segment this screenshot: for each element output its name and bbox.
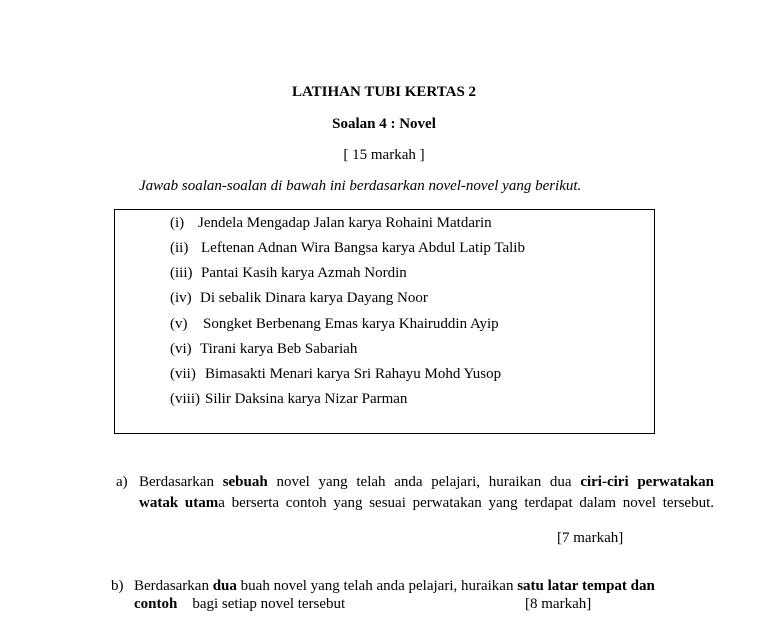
question-b-label: b) xyxy=(111,578,124,594)
novel-number: (i) xyxy=(170,215,185,231)
novel-title: Tirani karya Beb Sabariah xyxy=(200,341,358,357)
novel-title: Jendela Mengadap Jalan karya Rohaini Matdarin xyxy=(198,215,492,231)
novel-title: Silir Daksina karya Nizar Parman xyxy=(205,391,408,407)
novel-item xyxy=(170,215,492,232)
novel-number: (vi) xyxy=(170,341,192,357)
novel-item xyxy=(170,316,499,333)
novel-list-box xyxy=(114,209,655,434)
question-a-marks: [7 markah] xyxy=(557,530,624,546)
question-b-line-2 xyxy=(134,596,345,613)
novel-title: Bimasakti Menari karya Sri Rahayu Mohd Yusop xyxy=(205,366,502,382)
instruction-text: Jawab soalan-soalan di bawah ini berdasarkan novel-novel yang berikut. xyxy=(139,178,582,194)
question-b-text: bagi setiap novel tersebut xyxy=(177,596,346,612)
question-a-label: a) xyxy=(116,474,128,490)
question-a-text: novel yang telah anda pelajari, huraikan dua xyxy=(267,474,581,490)
novel-number: (v) xyxy=(170,316,188,332)
question-a-bold: sebuah xyxy=(222,474,268,490)
novel-number: (vii) xyxy=(170,366,196,382)
novel-item xyxy=(170,366,501,383)
novel-number: (viii) xyxy=(170,391,200,407)
novel-number: (iii) xyxy=(170,265,193,281)
question-b-bold: contoh xyxy=(134,596,178,612)
novel-item xyxy=(170,341,357,358)
question-a-bold: ciri-ciri perwatakan xyxy=(580,474,715,490)
novel-title: Leftenan Adnan Wira Bangsa karya Abdul Latip Talib xyxy=(201,240,525,256)
novel-title: Di sebalik Dinara karya Dayang Noor xyxy=(200,290,428,306)
question-a-line-1 xyxy=(139,472,714,493)
novel-item xyxy=(170,240,525,257)
question-b-bold: satu latar tempat dan xyxy=(517,578,655,594)
total-marks: [ 15 markah ] xyxy=(343,147,425,163)
novel-number: (ii) xyxy=(170,240,189,256)
novel-item xyxy=(170,290,428,307)
question-a-bold: watak utam xyxy=(139,495,219,511)
question-b-bold: dua xyxy=(212,578,237,594)
novel-number: (iv) xyxy=(170,290,192,306)
novel-title: Pantai Kasih karya Azmah Nordin xyxy=(201,265,407,281)
question-a-line-2 xyxy=(139,493,714,514)
question-a-text: a berserta contoh yang sesuai perwatakan yang terdapat dalam novel tersebut. xyxy=(218,495,714,511)
question-heading: Soalan 4 : Novel xyxy=(332,116,436,132)
question-a-text: Berdasarkan xyxy=(139,474,223,490)
novel-item xyxy=(170,391,407,408)
question-b-text: Berdasarkan xyxy=(134,578,213,594)
question-b-text: buah novel yang telah anda pelajari, huraikan xyxy=(236,578,518,594)
novel-title: Songket Berbenang Emas karya Khairuddin Ayip xyxy=(203,316,499,332)
novel-item xyxy=(170,265,407,282)
page-title: LATIHAN TUBI KERTAS 2 xyxy=(291,84,477,100)
question-b-line-1 xyxy=(134,578,655,595)
question-b-marks: [8 markah] xyxy=(525,596,592,612)
